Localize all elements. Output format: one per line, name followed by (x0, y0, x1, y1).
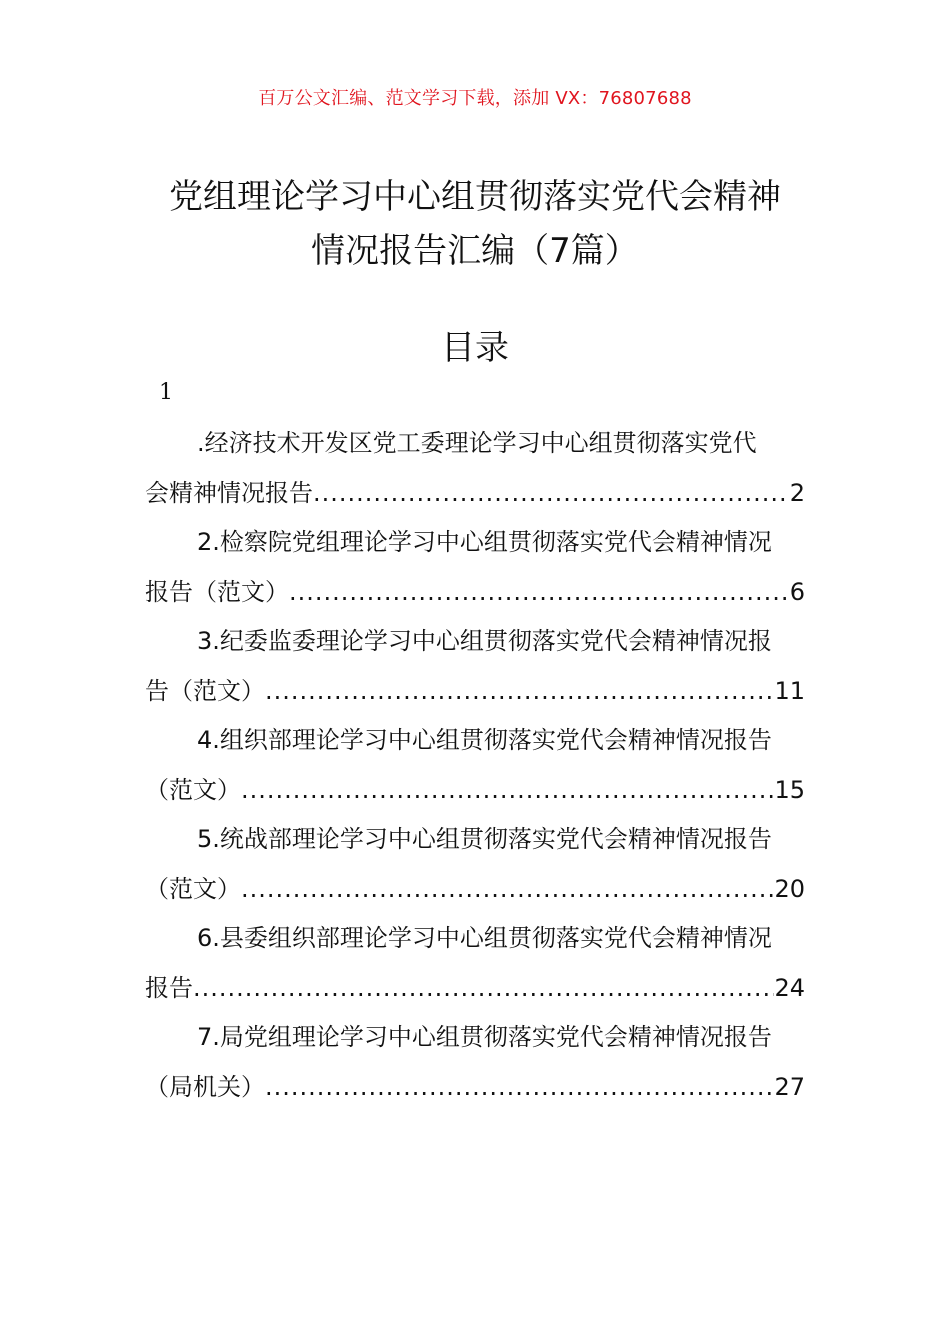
toc-entry[interactable] (145, 914, 805, 1013)
toc-entry-title-cont: 会精神情况报告 (145, 478, 313, 507)
toc-page-number: 27 (774, 1072, 805, 1101)
toc-page-number: 15 (774, 775, 805, 804)
toc-entry[interactable] (145, 1013, 805, 1112)
promo-banner: 百万公文汇编、范文学习下载，添加 VX：76807688 (258, 88, 692, 109)
toc-entry-title-cont: （范文） (145, 874, 241, 903)
toc-entry-title: 3.纪委监委理论学习中心组贯彻落实党代会精神情况报 (197, 627, 772, 655)
dot-leader (241, 766, 774, 816)
toc-entry[interactable] (145, 815, 805, 914)
dot-leader (241, 865, 774, 915)
toc-page-number: 24 (774, 973, 805, 1002)
title-line-2: 情况报告汇编（7篇） (311, 231, 639, 271)
toc-entry[interactable] (145, 617, 805, 716)
toc-page-number: 6 (789, 577, 805, 606)
dot-leader (313, 469, 790, 519)
toc-entry-title: .经济技术开发区党工委理论学习中心组贯彻落实党代 (197, 429, 757, 457)
toc-entry[interactable] (145, 518, 805, 617)
toc-entry-title-cont: 报告 (145, 973, 193, 1002)
toc-entry-title: 4.组织部理论学习中心组贯彻落实党代会精神情况报告 (197, 726, 772, 754)
toc-entry-title-cont: 报告（范文） (145, 577, 289, 606)
toc-entry-title: 5.统战部理论学习中心组贯彻落实党代会精神情况报告 (197, 825, 772, 853)
document-title (0, 170, 950, 278)
stray-number: 1 (159, 380, 173, 405)
dot-leader (289, 568, 790, 618)
toc-entry-title-cont: 告（范文） (145, 676, 265, 705)
toc-page-number: 11 (774, 676, 805, 705)
dot-leader (193, 964, 774, 1014)
toc-entry-title-cont: （范文） (145, 775, 241, 804)
dot-leader (265, 1063, 774, 1113)
toc-entry-title: 2.检察院党组理论学习中心组贯彻落实党代会精神情况 (197, 528, 772, 556)
toc-page-number: 2 (789, 478, 805, 507)
toc-entry[interactable] (145, 419, 805, 518)
table-of-contents (145, 419, 805, 1112)
toc-entry-title: 6.县委组织部理论学习中心组贯彻落实党代会精神情况 (197, 924, 772, 952)
toc-page-number: 20 (774, 874, 805, 903)
dot-leader (265, 667, 774, 717)
toc-entry[interactable] (145, 716, 805, 815)
toc-heading: 目录 (441, 328, 509, 368)
toc-entry-title-cont: （局机关） (145, 1072, 265, 1101)
toc-entry-title: 7.局党组理论学习中心组贯彻落实党代会精神情况报告 (197, 1023, 772, 1051)
title-line-1: 党组理论学习中心组贯彻落实党代会精神 (169, 177, 781, 217)
